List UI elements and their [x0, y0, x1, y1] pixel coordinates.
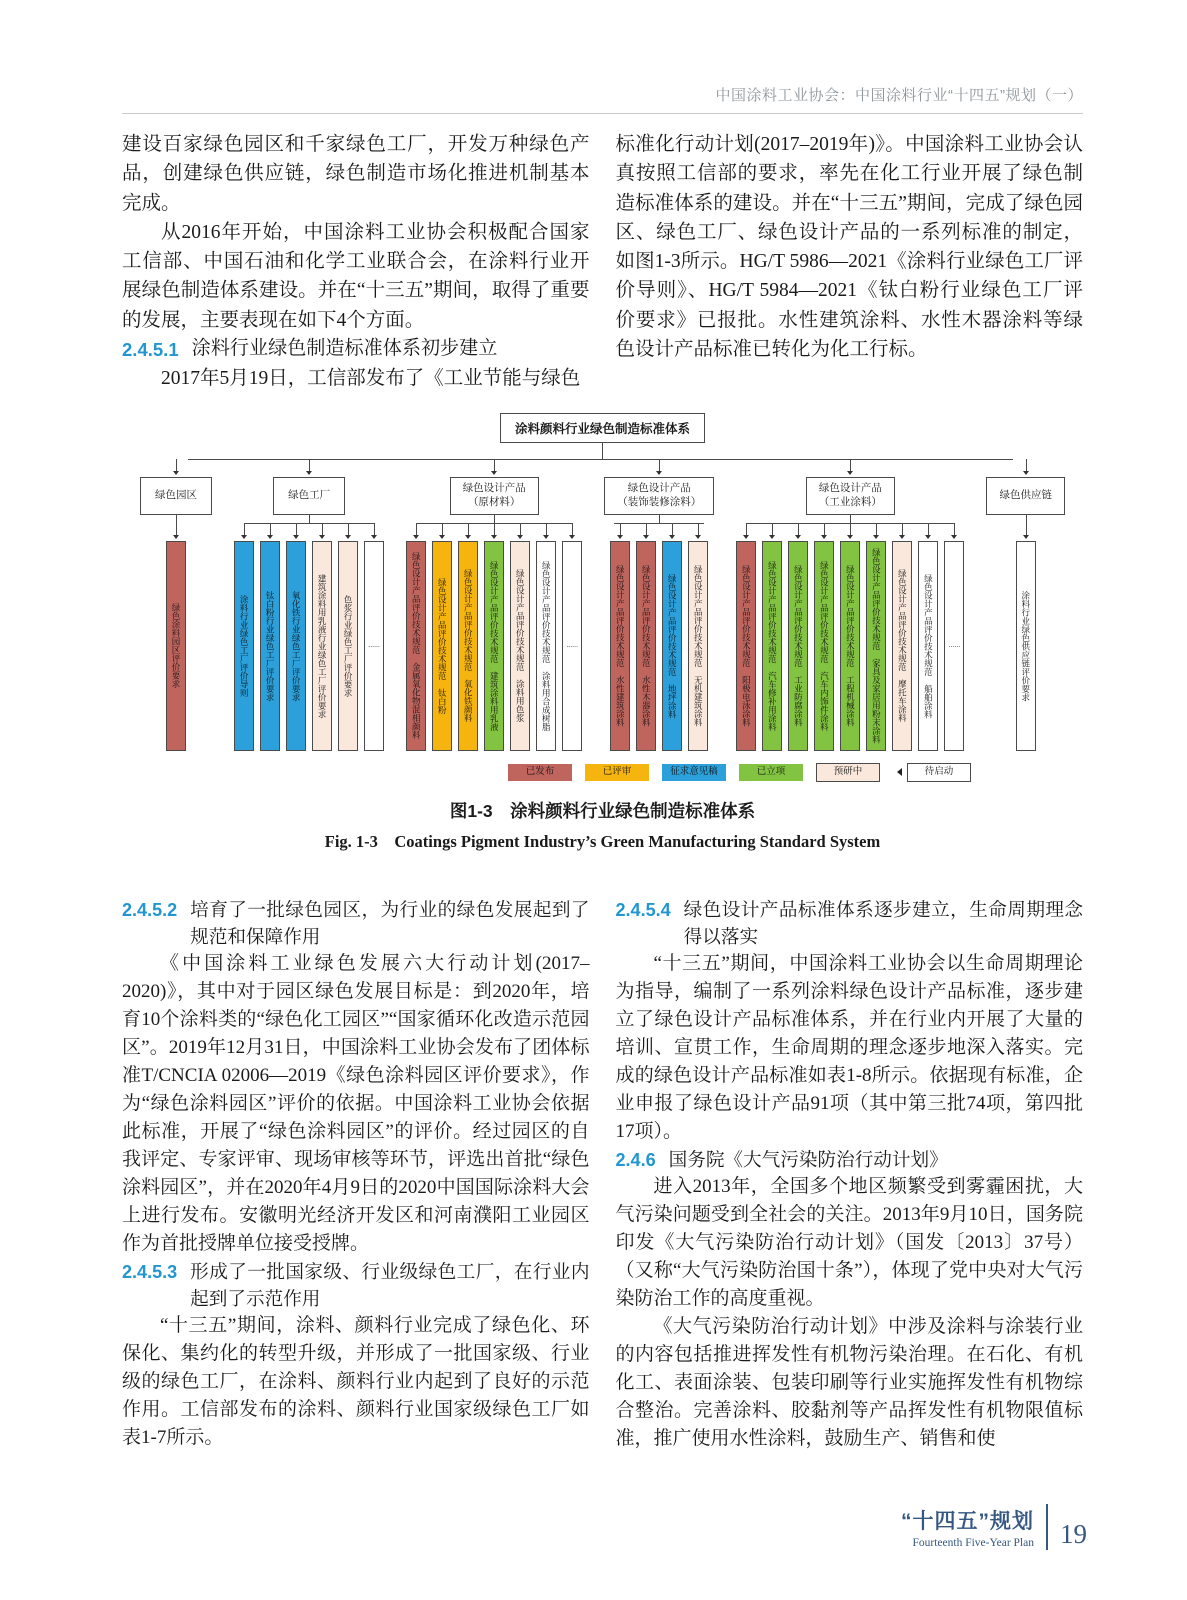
column-left [122, 130, 590, 393]
section-heading-246 [616, 1146, 1084, 1174]
standard-bar: ...... [562, 541, 582, 751]
paragraph: 《大气污染防治行动计划》中涉及涂料与涂装行业的内容包括推进挥发性有机物污染治理。在石化、有机化工、表面涂装、包装印刷等行业实施挥发性有机物综合整治。完善涂料、胶黏剂等产品挥发性有机物限值标准，推广使用水性涂料，鼓励生产、销售和使 [615, 1316, 1083, 1449]
figure-caption-en: Fig. 1-3 Coatings Pigment Industry’s Green Manufacturing Standard System [324, 831, 881, 851]
group-box: 绿色设计产品 （装饰装修涂料） [604, 477, 714, 515]
connector-line [172, 459, 181, 477]
connector-line [986, 515, 1065, 541]
standard-bar: 钛白粉行业绿色工厂评价要求 [260, 541, 280, 751]
connector-line [490, 459, 499, 477]
footer-title-cn: “十四五”规划 [901, 1510, 1034, 1533]
figure-caption-cn: 图1-3 涂料颜料行业绿色制造标准体系 [449, 800, 756, 821]
figure-1-3 [122, 413, 1083, 852]
org-chart-group [986, 459, 1065, 751]
group-box: 绿色供应链 [986, 477, 1065, 515]
connector-line [406, 515, 582, 541]
standard-bar: 绿色设计产品评价技术规范 摩托车涂料 [892, 541, 912, 751]
org-chart-group [406, 459, 582, 751]
paragraph: 进入2013年，全国多个地区频繁受到雾霾困扰，大气污染问题受到全社会的关注。2013年9月10日，国务院印发《大气污染防治行动计划》（国发〔2013〕37号）（又称“大气污染防治国十条”），体现了党中央对大气污染防治工作的高度重视。 [615, 1176, 1083, 1310]
legend-item: 已评审 [585, 764, 649, 781]
connector-line [305, 459, 314, 477]
connector-line [655, 459, 664, 477]
section-title: 国务院《大气污染防治行动计划》 [668, 1148, 948, 1170]
standard-bar: 绿色设计产品评价技术规范 涂料用色浆 [510, 541, 530, 751]
footer-divider [1046, 1504, 1048, 1550]
header-rule [122, 113, 1083, 114]
paragraph: 从2016年开始，中国涂料工业协会积极配合国家工信部、中国石油和化学工业联合会，在涂料行业开展绿色制造体系建设。并在“十三五”期间，取得了重要的发展，主要表现在如下4个方面。 [122, 221, 590, 331]
paragraph: 建设百家绿色园区和千家绿色工厂，开发万种绿色产品，创建绿色供应链，绿色制造市场化推进机制基本完成。 [122, 134, 590, 214]
standard-bar: 涂料行业绿色工厂评价导则 [234, 541, 254, 751]
standard-bar: ...... [364, 541, 384, 751]
standard-bar: 绿色涂料园区评价要求 [166, 541, 186, 751]
column-right [616, 130, 1084, 393]
standard-bar: 绿色设计产品评价技术规范 涂料用合成树脂 [536, 541, 556, 751]
standard-bar: 绿色设计产品评价技术规范 钛白粉 [432, 541, 452, 751]
page-number: 19 [1060, 1519, 1087, 1549]
standard-bar: 绿色设计产品评价技术规范 无机建筑涂料 [688, 541, 708, 751]
standard-bar: 绿色设计产品评价技术规范 建筑涂料用乳液 [484, 541, 504, 751]
org-chart-group [234, 459, 384, 751]
section-title: 绿色设计产品标准体系逐步建立，生命周期理念得以落实 [683, 898, 1083, 948]
paragraph: “十三五”期间，中国涂料工业协会以生命周期理论为指导，编制了一系列涂料绿色设计产品标准，逐步建立了绿色设计产品标准体系，并在行业内开展了大量的培训、宣贯工作，生命周期的理念逐步地深入落实。完成的绿色设计产品标准如表1-8所示。依据现有标准，企业申报了绿色设计产品91项（其中第三批74项，第四批17项）。 [615, 953, 1083, 1142]
standard-bar: 绿色设计产品评价技术规范 船舶涂料 [918, 541, 938, 751]
connector-line [1021, 459, 1030, 477]
section-title: 形成了一批国家级、行业级绿色工厂，在行业内起到了示范作用 [190, 1260, 590, 1309]
section-number: 2.4.5.1 [122, 338, 179, 360]
group-box: 绿色设计产品 （原材料） [450, 477, 539, 515]
connector-line [140, 515, 212, 541]
legend-item: 征求意见稿 [662, 764, 726, 781]
connector-line [736, 515, 964, 541]
standard-bar: 绿色设计产品评价技术规范 阳极电泳涂料 [736, 541, 756, 751]
standard-bar: 绿色设计产品评价技术规范 水性木器涂料 [636, 541, 656, 751]
paragraph: 《中国涂料工业绿色发展六大行动计划(2017–2020)》，其中对于园区绿色发展目标是：到2020年，培育10个涂料类的“绿色化工园区”“国家循环化改造示范园区”。2019年12月31日，中国涂料工业协会发布了团体标准T/CNCIA 02006—2019《绿色涂料园区评价要求》，作为“绿色涂料园区”评价的依据。中国涂料工业协会依据此标准，开展了“绿色涂料园区”的评价。经过园区的自我评定、专家评审、现场审核等环节，评选出首批“绿色涂料园区”，并在2020年4月9日的2020中国国际涂料大会上进行发布。安徽明光经济开发区和河南濮阳工业园区作为首批授牌单位接受授牌。 [122, 953, 590, 1254]
legend-item: 待启动 [907, 763, 971, 782]
legend-item: 已发布 [508, 764, 572, 781]
connector-line [846, 459, 855, 477]
standard-bar: 建筑涂料用乳液行业绿色工厂评价要求 [312, 541, 332, 751]
standard-bar: 绿色设计产品评价技术规范 氧化铁颜料 [458, 541, 478, 751]
standard-bar: ...... [944, 541, 964, 751]
bottom-text-block [122, 896, 1083, 1453]
section-number: 2.4.5.3 [122, 1261, 178, 1282]
top-text-block [122, 130, 1083, 393]
section-number: 2.4.6 [615, 1149, 656, 1170]
org-chart-groups [140, 459, 1065, 751]
org-chart-group [140, 459, 212, 751]
legend-item: 已立项 [739, 764, 803, 781]
section-heading-2451 [122, 335, 590, 364]
org-chart-group [736, 459, 964, 751]
standard-bar: 绿色设计产品评价技术规范 金属氧化物混相颜料 [406, 541, 426, 751]
standard-bar: 绿色设计产品评价技术规范 地坪涂料 [662, 541, 682, 751]
section-heading-2453 [122, 1258, 590, 1313]
section-heading-2452 [122, 896, 590, 951]
section-number: 2.4.5.2 [122, 899, 178, 920]
connector-line [604, 515, 714, 541]
legend-arrow-icon [893, 768, 902, 776]
standard-bar: 涂料行业绿色供应链评价要求 [1016, 541, 1036, 751]
group-box: 绿色园区 [140, 477, 212, 515]
standard-bar: 氧化铁行业绿色工厂评价要求 [286, 541, 306, 751]
group-box: 绿色工厂 [273, 477, 345, 515]
standard-bar: 绿色设计产品评价技术规范 汽车内饰件涂料 [814, 541, 834, 751]
org-chart-root-box: 涂料颜料行业绿色制造标准体系 [500, 413, 705, 443]
standard-bar: 绿色设计产品评价技术规范 家具及家居用粉末涂料 [866, 541, 886, 751]
section-number: 2.4.5.4 [615, 899, 671, 920]
connector-line [602, 443, 603, 459]
section-title: 培育了一批绿色园区，为行业的绿色发展起到了规范和保障作用 [190, 898, 590, 948]
paragraph: 2017年5月19日，工信部发布了《工业节能与绿色 [161, 367, 581, 389]
org-chart-group [604, 459, 714, 751]
standard-bar: 绿色设计产品评价技术规范 汽车修补用涂料 [762, 541, 782, 751]
section-title: 涂料行业绿色制造标准体系初步建立 [191, 337, 498, 359]
standard-bar: 色浆行业绿色工厂评价要求 [338, 541, 358, 751]
group-box: 绿色设计产品 （工业涂料） [806, 477, 895, 515]
running-header: 中国涂料工业协会：中国涂料行业“十四五”规划（一） [715, 87, 1083, 104]
paragraph: “十三五”期间，涂料、颜料行业完成了绿色化、环保化、集约化的转型升级，并形成了一批国家级、行业级的绿色工厂，在涂料、颜料行业内起到了良好的示范作用。工信部发布的涂料、颜料行业国家级绿色工厂如表1-7所示。 [122, 1315, 590, 1449]
connector-line [234, 515, 384, 541]
figure-legend [122, 763, 971, 782]
column-left [122, 896, 590, 1453]
column-right [616, 896, 1084, 1453]
standard-bar: 绿色设计产品评价技术规范 工程机械涂料 [840, 541, 860, 751]
paragraph: 标准化行动计划(2017–2019年)》。中国涂料工业协会认真按照工信部的要求，率先在化工行业开展了绿色制造标准体系的建设。并在“十三五”期间，完成了绿色园区、绿色工厂、绿色设计产品的一系列标准的制定，如图1-3所示。HG/T 5986—2021《涂料行业绿色工厂评价导则》、HG/T 5984—2021《钛白粉行业绿色工厂评价要求》已报批。水性建筑涂料、水性木器涂料等绿色设计产品标准已转化为化工行标。 [615, 134, 1083, 360]
page-footer [901, 1504, 1087, 1550]
standard-bar: 绿色设计产品评价技术规范 工业防腐涂料 [788, 541, 808, 751]
section-heading-2454 [616, 896, 1084, 951]
footer-title-en: Fourteenth Five-Year Plan [912, 1537, 1034, 1549]
standard-bar: 绿色设计产品评价技术规范 水性建筑涂料 [610, 541, 630, 751]
legend-item: 预研中 [816, 763, 880, 782]
